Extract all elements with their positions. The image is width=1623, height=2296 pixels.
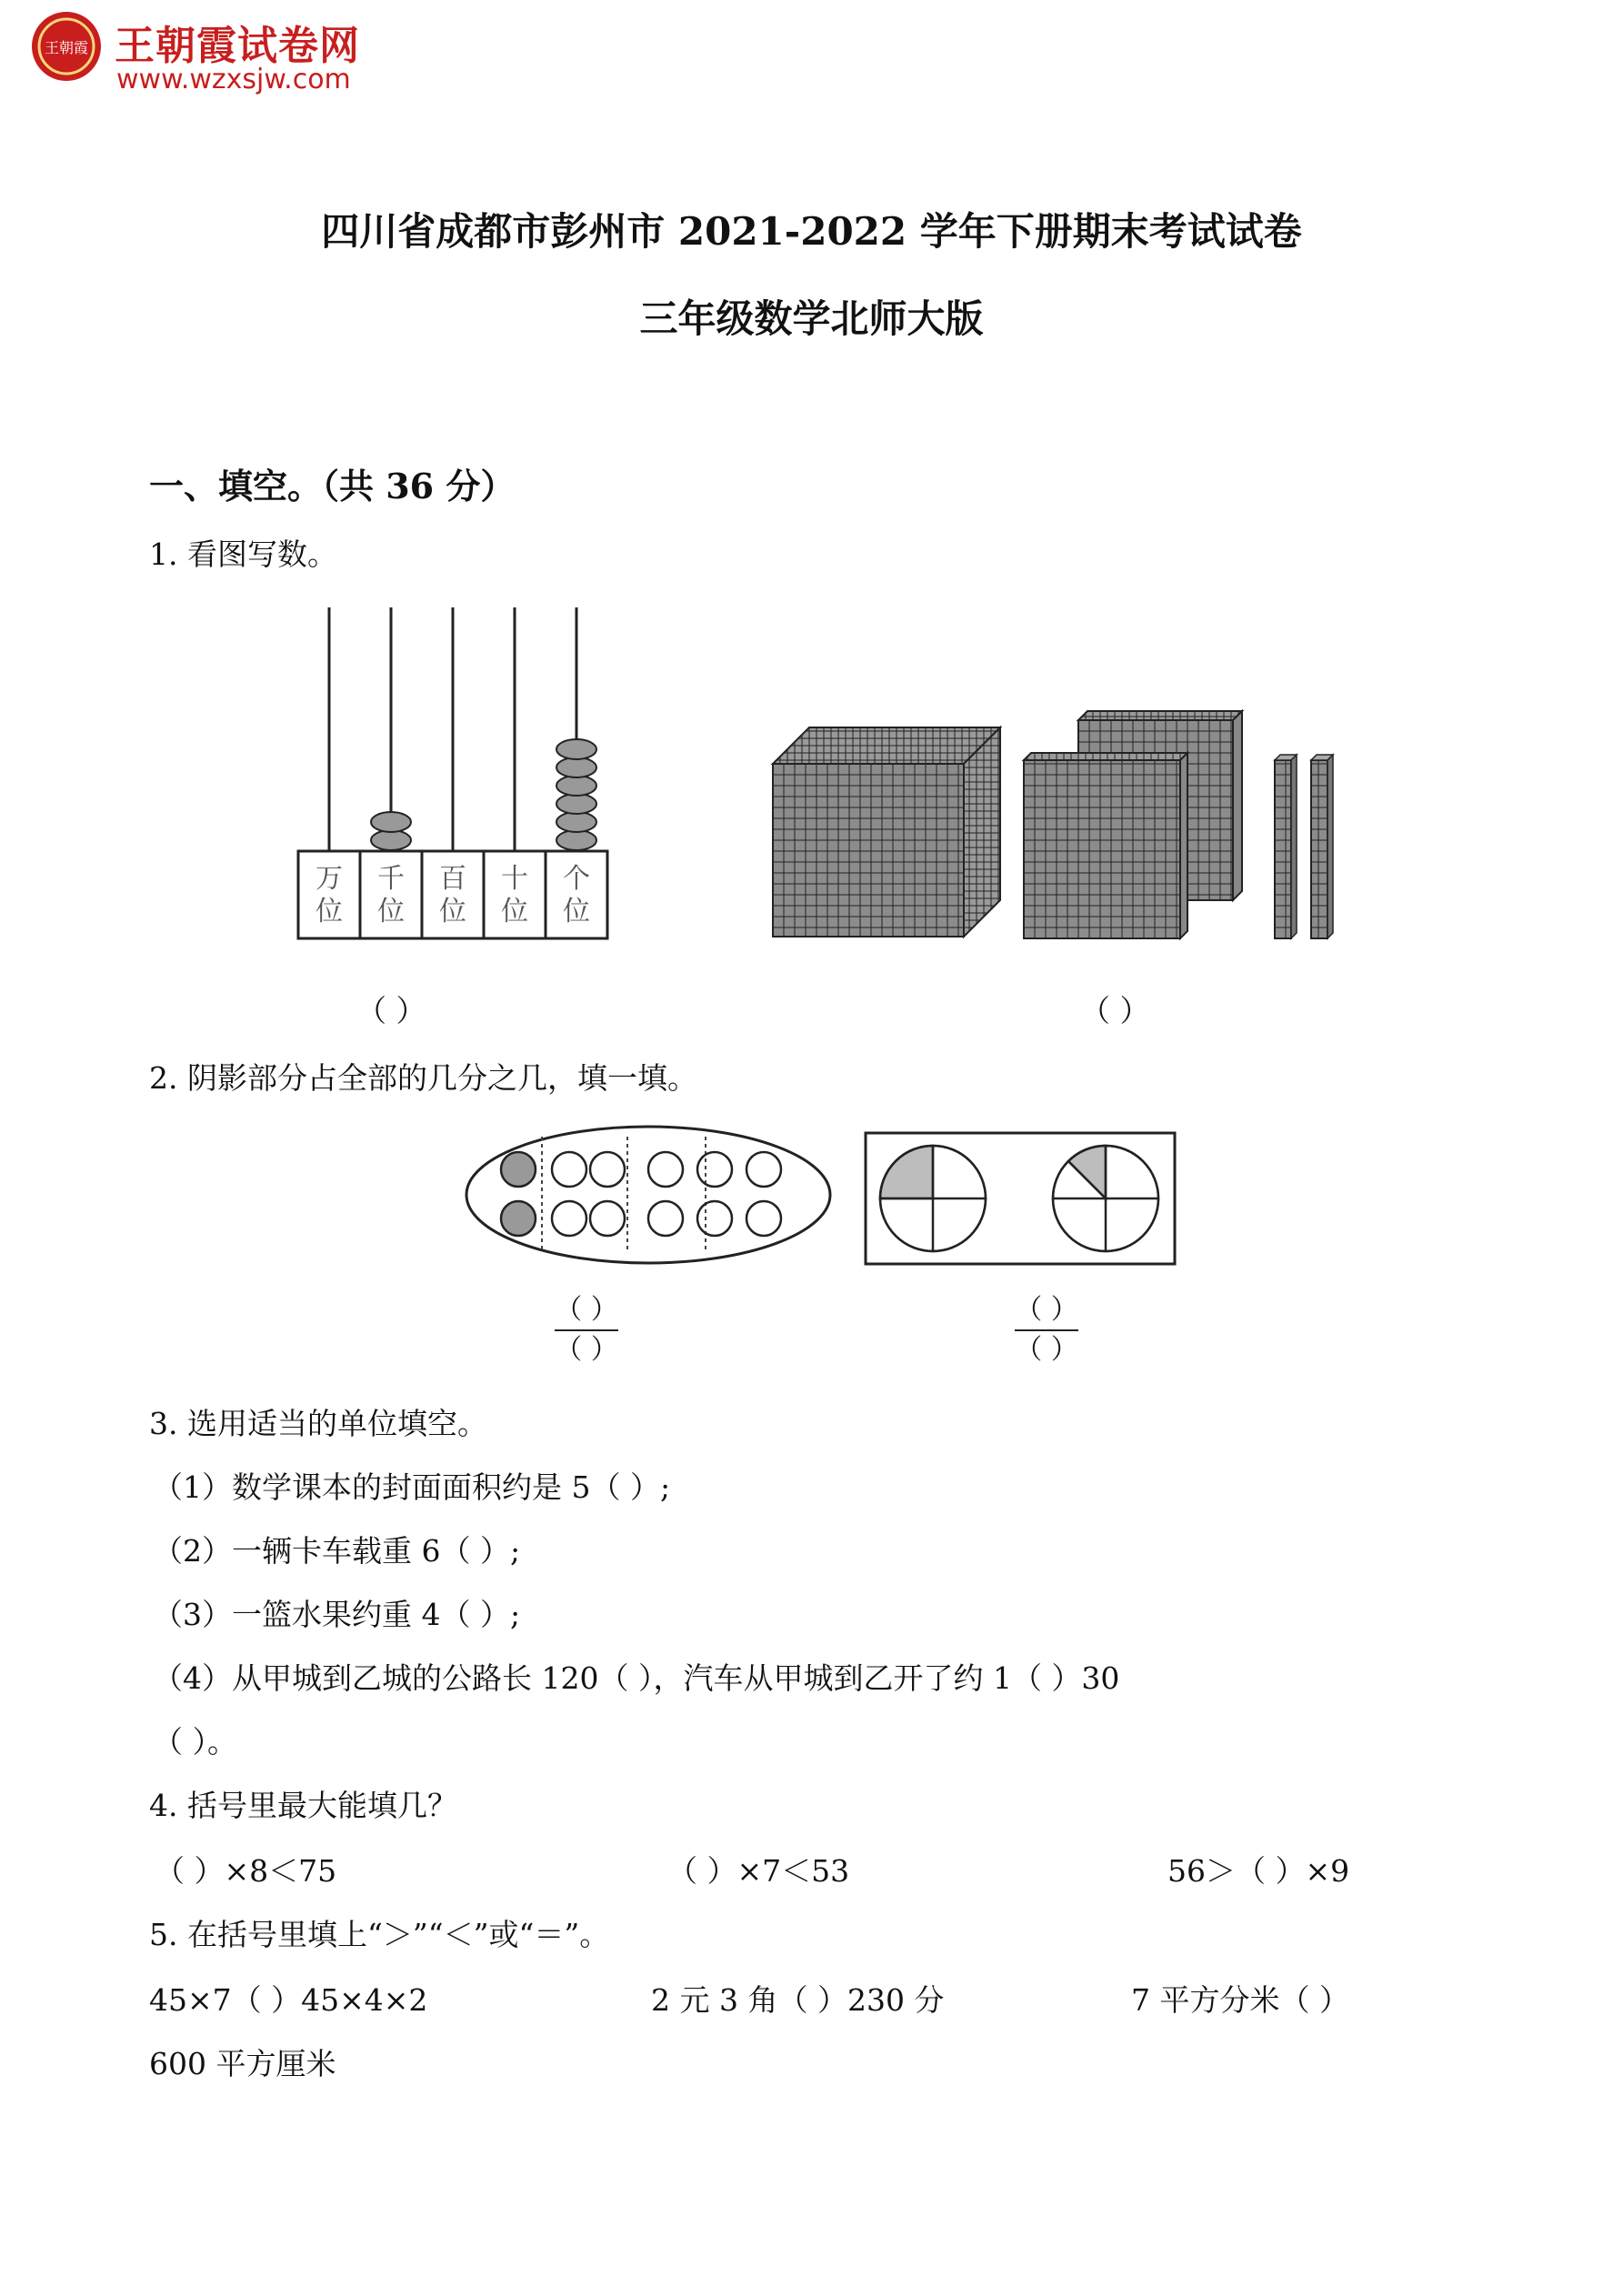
brand-url: www.wzxsjw.com [116, 64, 351, 95]
logo-seal-text: 王朝霞 [44, 39, 89, 56]
abacus-figure [291, 607, 618, 944]
place-label: 千 [377, 863, 405, 895]
thousand-cube [773, 727, 1000, 937]
circle [590, 1152, 625, 1187]
q4-item-2[interactable]: （ ）×7＜53 [667, 1853, 850, 1889]
bead [556, 776, 596, 796]
q3-item-1[interactable]: （1）数学课本的封面面积约是 5（ ）; [153, 1469, 671, 1505]
bead [556, 830, 596, 850]
q5-item-4: 600 平方厘米 [149, 2046, 336, 2081]
q5-text: 5. 在括号里填上“＞”“＜”或“＝”。 [149, 1917, 610, 1952]
q3-item-3[interactable]: （3）一篮水果约重 4（ ）; [153, 1597, 521, 1632]
pie-figure [864, 1131, 1177, 1266]
section-heading: 一、填空。（共 36 分） [149, 466, 516, 506]
circle [552, 1152, 586, 1187]
circle [746, 1152, 781, 1187]
shaded-circle [501, 1201, 536, 1236]
q3-item-4[interactable]: （4）从甲城到乙城的公路长 120（ ），汽车从甲城到乙开了约 1（ ）30 [153, 1660, 1120, 1696]
q1-answer-a[interactable]: （ ） [356, 993, 426, 1028]
place-label: 位 [439, 896, 466, 927]
place-label: 百 [439, 863, 466, 895]
bead [556, 757, 596, 777]
fraction-numerator: （ ） [1015, 1294, 1078, 1326]
fraction-answer-a[interactable] [555, 1294, 618, 1366]
ten-rod [1311, 755, 1333, 938]
logo-seal [29, 9, 104, 84]
q3-item-2[interactable]: （2）一辆卡车载重 6（ ）; [153, 1533, 521, 1569]
hundred-flat-front [1024, 753, 1187, 938]
q5-item-2[interactable]: 2 元 3 角（ ）230 分 [651, 1982, 945, 2018]
q4-text: 4. 括号里最大能填几？ [149, 1788, 457, 1823]
place-label: 位 [316, 896, 343, 927]
q3-text: 3. 选用适当的单位填空。 [149, 1406, 487, 1441]
place-label: 个 [563, 863, 590, 895]
shaded-circle [501, 1152, 536, 1187]
bead [371, 812, 411, 832]
q1-answer-b[interactable]: （ ） [1080, 993, 1150, 1028]
circle [697, 1201, 732, 1236]
circle [590, 1201, 625, 1236]
base-ten-blocks [773, 709, 1337, 946]
bead [556, 812, 596, 832]
ten-rod [1275, 755, 1297, 938]
circle-set-figure [464, 1124, 833, 1266]
doc-title: 四川省成都市彭州市 2021-2022 学年下册期末考试试卷 [321, 209, 1302, 254]
place-label: 位 [377, 896, 405, 927]
circle [648, 1152, 683, 1187]
place-label: 十 [501, 863, 528, 895]
circle [552, 1201, 586, 1236]
fraction-denominator: （ ） [1015, 1334, 1078, 1366]
doc-subtitle: 三年级数学北师大版 [639, 296, 984, 341]
q3-item-5[interactable]: （ ）。 [153, 1724, 237, 1760]
q5-item-3[interactable]: 7 平方分米（ ） [1131, 1982, 1349, 2018]
fraction-answer-b[interactable] [1015, 1294, 1078, 1366]
fraction-denominator: （ ） [555, 1334, 618, 1366]
q4-item-1[interactable]: （ ）×8＜75 [155, 1853, 337, 1889]
q4-item-3[interactable]: 56＞（ ）×9 [1167, 1853, 1350, 1889]
circle [746, 1201, 781, 1236]
place-label: 位 [501, 896, 528, 927]
bead [556, 739, 596, 759]
circle [648, 1201, 683, 1236]
q2-text: 2. 阴影部分占全部的几分之几，填一填。 [149, 1060, 697, 1096]
place-label: 位 [563, 896, 590, 927]
fraction-bar [555, 1329, 618, 1331]
bead [371, 830, 411, 850]
q5-item-1[interactable]: 45×7（ ）45×4×2 [149, 1982, 428, 2018]
q1-text: 1. 看图写数。 [149, 536, 337, 572]
place-label: 万 [316, 863, 343, 895]
bead [556, 794, 596, 814]
circle [697, 1152, 732, 1187]
fraction-bar [1015, 1329, 1078, 1331]
fraction-numerator: （ ） [555, 1294, 618, 1326]
brand-name: 王朝霞试卷网 [115, 23, 360, 69]
logo-seal-icon [29, 9, 104, 84]
